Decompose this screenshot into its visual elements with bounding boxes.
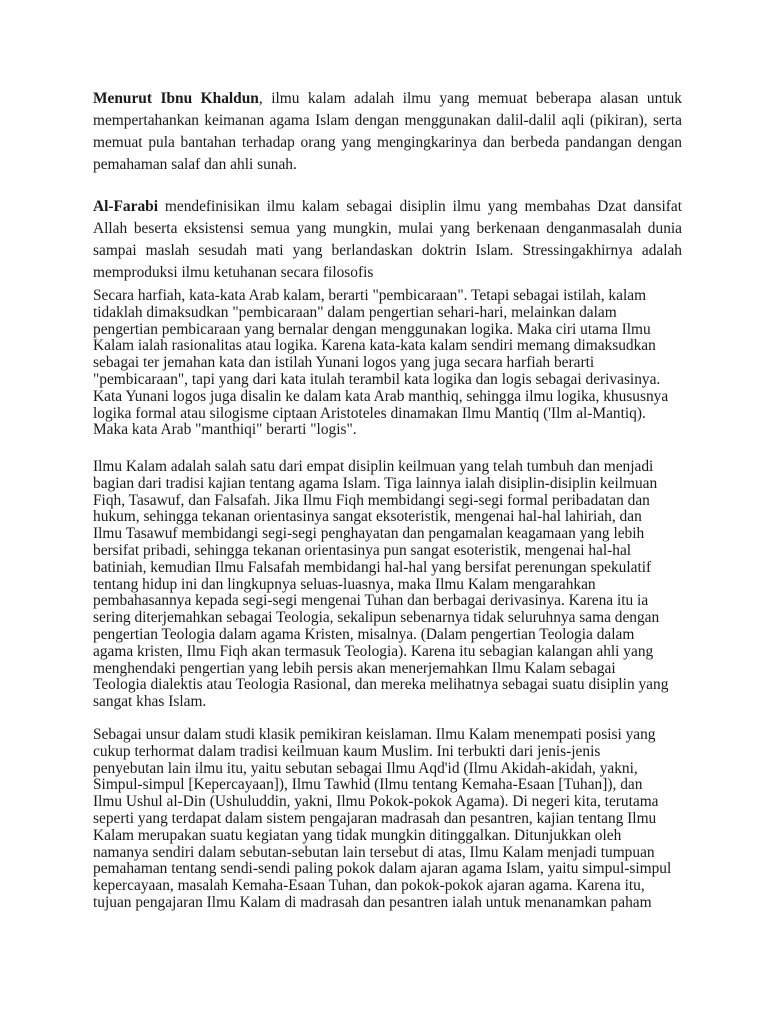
text-line: memproduksi ilmu ketuhanan secara filosofis (93, 264, 374, 281)
bold-lead: Al-Farabi (93, 198, 158, 215)
text-line: bagian dari tradisi kajian tentang agama Islam. Tiga lainnya ialah disiplin-disiplin keilmuan (93, 474, 658, 492)
text-line: logika formal atau silogisme ciptaan Aristoteles dinamakan Ilmu Mantiq ('Ilm al-Mantiq). (93, 404, 646, 422)
text-line: Sebagai unsur dalam studi klasik pemikiran keislaman. Ilmu Kalam menempati posisi yang (93, 726, 656, 743)
text-line: penyebutan lain ilmu itu, yaitu sebutan sebagai Ilmu Aqd'id (Ilmu Akidah-akidah, yakni, (93, 759, 638, 777)
text-line: bersifat pribadi, sehingga tekanan orientasinya pun sangat esoteristik, mengenai hal-hal (93, 541, 632, 559)
paragraph-secara-harfiah (93, 288, 682, 439)
text-line: sering diterjemahkan sebagai Teologia, sekalipun sebenarnya tidak seluruhnya sama dengan (93, 609, 660, 627)
text-line: Kalam ialah rasionalitas atau logika. Karena kata-kata kalam sendiri memang dimaksudkan (93, 337, 656, 355)
text-line: sampai maslah sesudah mati yang berlandaskan doktrin Islam. Stressingakhirnya adalah (93, 242, 682, 259)
text-line: Secara harfiah, kata-kata Arab kalam, berarti "pembicaraan". Tetapi sebagai istilah, kalam (93, 287, 647, 304)
text-line: menghendaki pengertian yang lebih persis akan menerjemahkan Ilmu Kalam sebagai (93, 659, 616, 677)
text-line: Kalam merupakan suatu kegiatan yang tidak mungkin ditinggalkan. Ditunjukkan oleh (93, 826, 622, 844)
text-line: Ilmu Tasawuf membidangi segi-segi penghayatan dan pengamalan keagamaan yang lebih (93, 525, 645, 543)
paragraph-ilmu-kalam (93, 459, 682, 711)
text-line: agama kristen, Ilmu Fiqh akan termasuk Teologia). Karena itu sebagian kalangan ahli yang (93, 642, 654, 660)
paragraph-al-farabi: Al-Farabi mendefinisikan ilmu kalam sebagai disiplin ilmu yang membahas Dzat dansifat Allah beserta eksistensi semua yang mungkin, mulai yang berkenaan denganmasalah dunia sampai maslah sesudah mati yang berlandaskan doktrin Islam. Stressingakhirnya adalah memproduksi ilmu ketuhanan secara filosofis (93, 196, 682, 284)
text-line: Allah beserta eksistensi semua yang mungkin, mulai yang berkenaan denganmasalah dunia (93, 220, 682, 237)
text-line: pemahaman tentang sendi-sendi paling pokok dalam ajaran agama Islam, yaitu simpul-simpul (93, 860, 672, 878)
bold-lead: Menurut Ibnu Khaldun (93, 90, 259, 107)
paragraph-sebagai-unsur (93, 727, 682, 912)
text-line: Simpul-simpul [Kepercayaan]), Ilmu Tawhid (Ilmu tentang Kemaha-Esaan [Tuhan]), dan (93, 776, 643, 794)
text-line: Kata Yunani logos juga disalin ke dalam kata Arab manthiq, sehingga ilmu logika, khususnya (93, 387, 669, 405)
text-line: Ilmu Kalam adalah salah satu dari empat disiplin keilmuan yang telah tumbuh dan menjadi (93, 458, 654, 475)
text-line: sangat khas Islam. (93, 693, 207, 711)
text-line: Ilmu Ushul al-Din (Ushuluddin, yakni, Ilmu Pokok-pokok Agama). Di negeri kita, terutama (93, 793, 659, 811)
text-line: pemahaman salaf dan ahli sunah. (93, 156, 297, 173)
text-line: sebagai ter jemahan kata dan istilah Yunani logos yang juga secara harfiah berarti (93, 354, 595, 372)
text-line: kepercayaan, masalah Kemaha-Esaan Tuhan, dan pokok-pokok ajaran agama. Karena itu, (93, 877, 645, 895)
text-line: memuat pula bantahan terhadap orang yang mengingkarinya dan berbeda pandangan dengan (93, 134, 682, 151)
text-line: pengertian Teologia dalam agama Kristen, misalnya. (Dalam pengertian Teologia dalam (93, 625, 635, 643)
paragraph-ibnu-khaldun: Menurut Ibnu Khaldun, ilmu kalam adalah ilmu yang memuat beberapa alasan untuk mempertahankan keimanan agama Islam dengan menggunakan dalil-dalil aqli (pikiran), serta memuat pula bantahan terhadap orang yang mengingkarinya dan berbeda pandangan dengan pemahaman salaf dan ahli sunah. (93, 88, 682, 176)
text-line: Teologia dialektis atau Teologia Rasional, dan mereka melihatnya sebagai suatu disiplin yang (93, 676, 669, 694)
text-line: tujuan pengajaran Ilmu Kalam di madrasah dan pesantren ialah untuk menanamkan paham (93, 893, 652, 911)
text-line: seperti yang terdapat dalam sistem pengajaran madrasah dan pesantren, kajian tentang Ilmu (93, 809, 657, 827)
text-line: Fiqh, Tasawuf, dan Falsafah. Jika Ilmu Fiqh membidangi segi-segi formal peribadatan dan (93, 491, 650, 509)
text-line: tidaklah dimaksudkan "pembicaraan" dalam pengertian sehari-hari, melainkan dalam (93, 303, 617, 321)
text-line: pengertian pembicaraan yang bernalar dengan menggunakan logika. Maka ciri utama Ilmu (93, 320, 651, 338)
text-line: "pembicaraan", tapi yang dari kata itulah terambil kata logika dan logis sebagai derivasinya. (93, 370, 661, 388)
text-line: namanya sendiri dalam sebutan-sebutan lain tersebut di atas, Ilmu Kalam menjadi tumpuan (93, 843, 655, 861)
text-line: hukum, sehingga tekanan orientasinya sangat eksoteristik, mengenai hal-hal lahiriah, dan (93, 508, 642, 526)
text-line: Maka kata Arab "manthiqi" berarti "logis". (93, 421, 357, 439)
text-line: cukup terhormat dalam tradisi keilmuan kaum Muslim. Ini terbukti dari jenis-jenis (93, 742, 601, 760)
text-line: tentang hidup ini dan lingkupnya seluas-luasnya, maka Ilmu Kalam mengarahkan (93, 575, 596, 593)
text-line: pembahasannya kepada segi-segi mengenai Tuhan dan berbagai derivasinya. Karena itu ia (93, 592, 649, 610)
text-line: batiniah, kemudian Ilmu Falsafah membidangi hal-hal yang bersifat perenungan spekulatif (93, 558, 652, 576)
text-line: mempertahankan keimanan agama Islam dengan menggunakan dalil-dalil aqli (pikiran), serta (93, 112, 682, 129)
